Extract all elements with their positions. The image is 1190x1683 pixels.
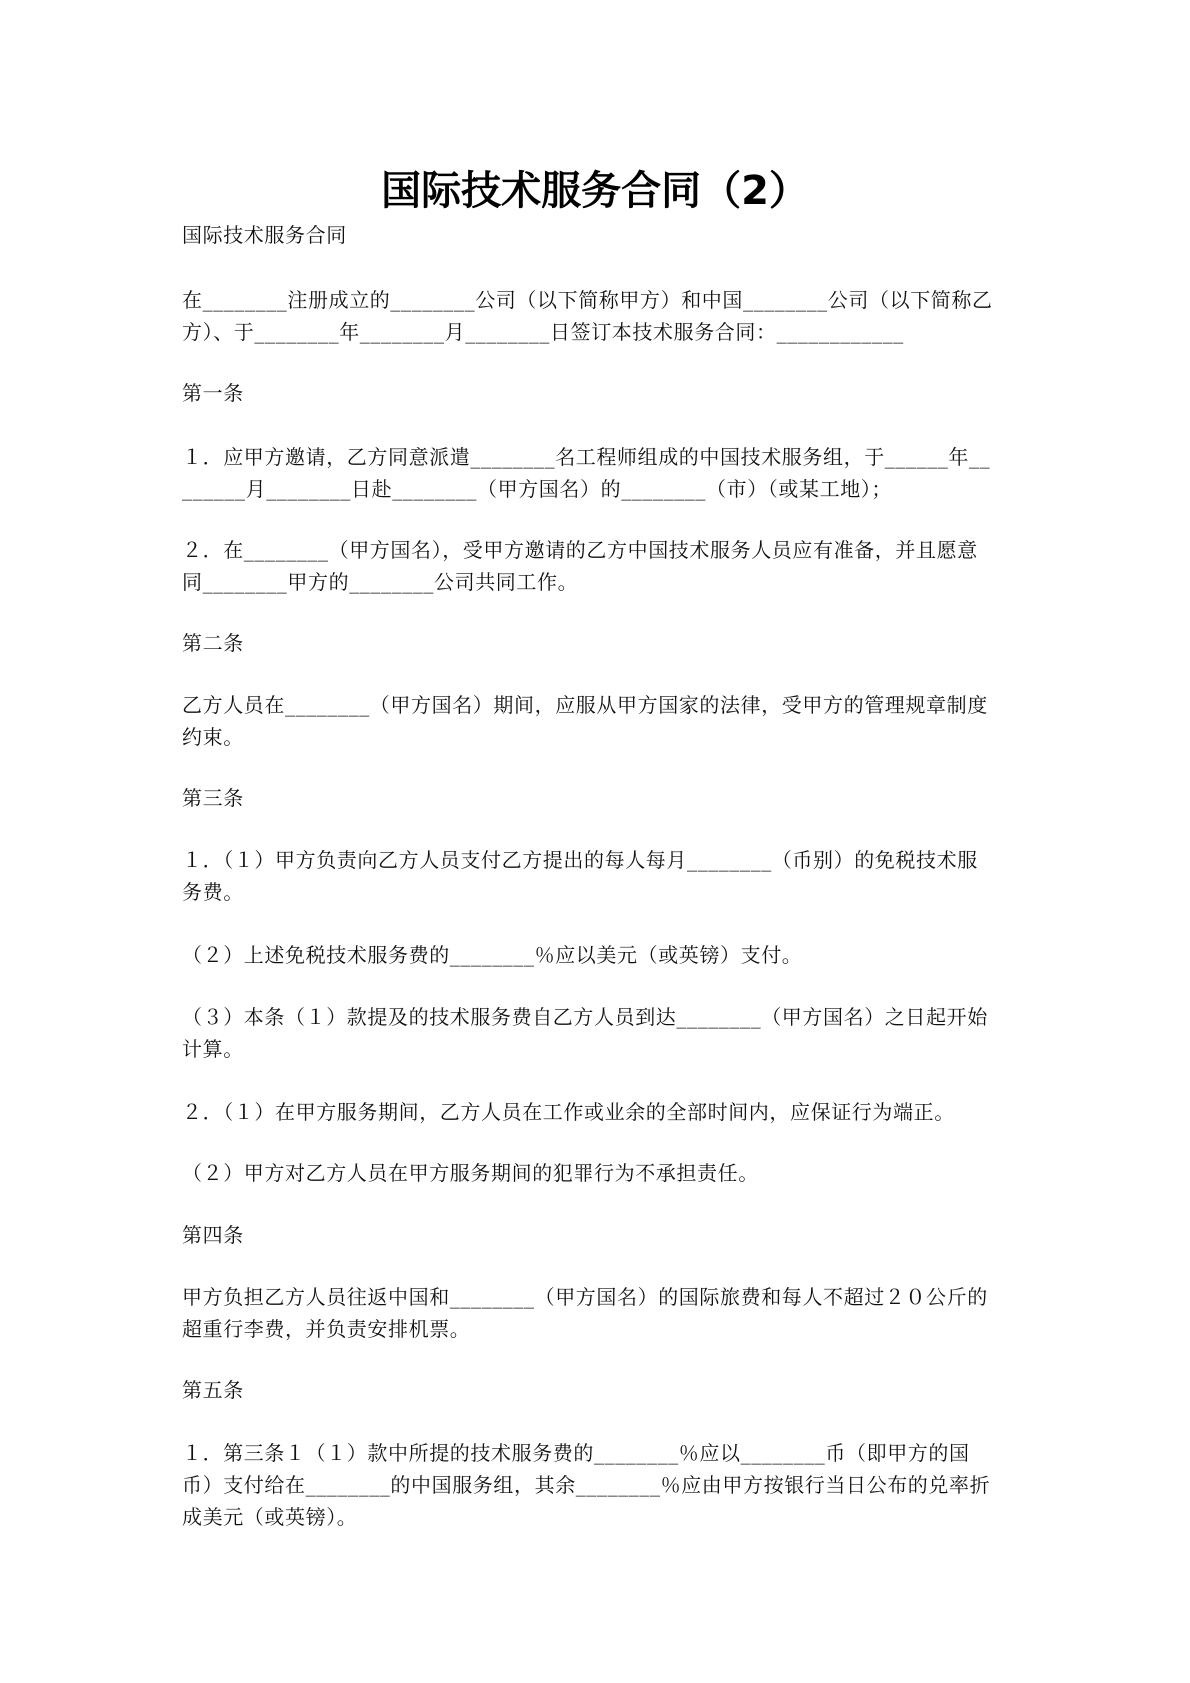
paragraph-line: ______月________日赴________（甲方国名）的________（市）（或某工地）； xyxy=(182,477,892,501)
paragraph-line: 国际技术服务合同 xyxy=(182,223,347,247)
article-heading: 第三条 xyxy=(182,786,244,810)
article-heading: 第二条 xyxy=(182,631,244,655)
paragraph-line: 约束。 xyxy=(182,725,244,749)
paragraph-line: （２）甲方对乙方人员在甲方服务期间的犯罪行为不承担责任。 xyxy=(182,1161,759,1185)
paragraph-line: （２）上述免税技术服务费的________％应以美元（或英镑）支付。 xyxy=(182,943,803,967)
paragraph-line: １．第三条１（１）款中所提的技术服务费的________％应以________币（即甲方的国 xyxy=(182,1441,970,1465)
paragraph-line: 成美元（或英镑）。 xyxy=(182,1505,358,1529)
paragraph-line: １．（１）甲方负责向乙方人员支付乙方提出的每人每月________（币别）的免税技术服 xyxy=(182,848,978,872)
article-heading: 第五条 xyxy=(182,1378,244,1402)
document-title: 国际技术服务合同（2） xyxy=(381,168,809,214)
paragraph-line: 计算。 xyxy=(182,1037,244,1061)
paragraph-line: 币）支付给在________的中国服务组，其余________％应由甲方按银行当日公布的兑率折 xyxy=(182,1473,991,1497)
paragraph-line: １．应甲方邀请，乙方同意派遣________名工程师组成的中国技术服务组，于______年__ xyxy=(182,445,991,469)
paragraph-line: （３）本条（１）款提及的技术服务费自乙方人员到达________（甲方国名）之日起开始 xyxy=(182,1005,988,1029)
paragraph-line: 同________甲方的________公司共同工作。 xyxy=(182,570,579,594)
paragraph-line: 甲方负担乙方人员往返中国和________（甲方国名）的国际旅费和每人不超过２０公斤的 xyxy=(182,1285,988,1309)
paragraph-line: 在________注册成立的________公司（以下简称甲方）和中国________公司（以下简称乙 xyxy=(182,288,993,312)
paragraph-line: 务费。 xyxy=(182,880,244,904)
paragraph-line: ２．（１）在甲方服务期间，乙方人员在工作或业余的全部时间内，应保证行为端正。 xyxy=(182,1100,955,1124)
paragraph-line: ２．在________（甲方国名），受甲方邀请的乙方中国技术服务人员应有准备，并且愿意 xyxy=(182,538,978,562)
article-heading: 第四条 xyxy=(182,1223,244,1247)
article-heading: 第一条 xyxy=(182,381,244,405)
paragraph-line: 超重行李费，并负责安排机票。 xyxy=(182,1317,471,1341)
paragraph-line: 乙方人员在________（甲方国名）期间，应服从甲方国家的法律，受甲方的管理规章制度 xyxy=(182,693,988,717)
paragraph-line: 方）、于________年________月________日签订本技术服务合同：____________ xyxy=(182,320,904,344)
